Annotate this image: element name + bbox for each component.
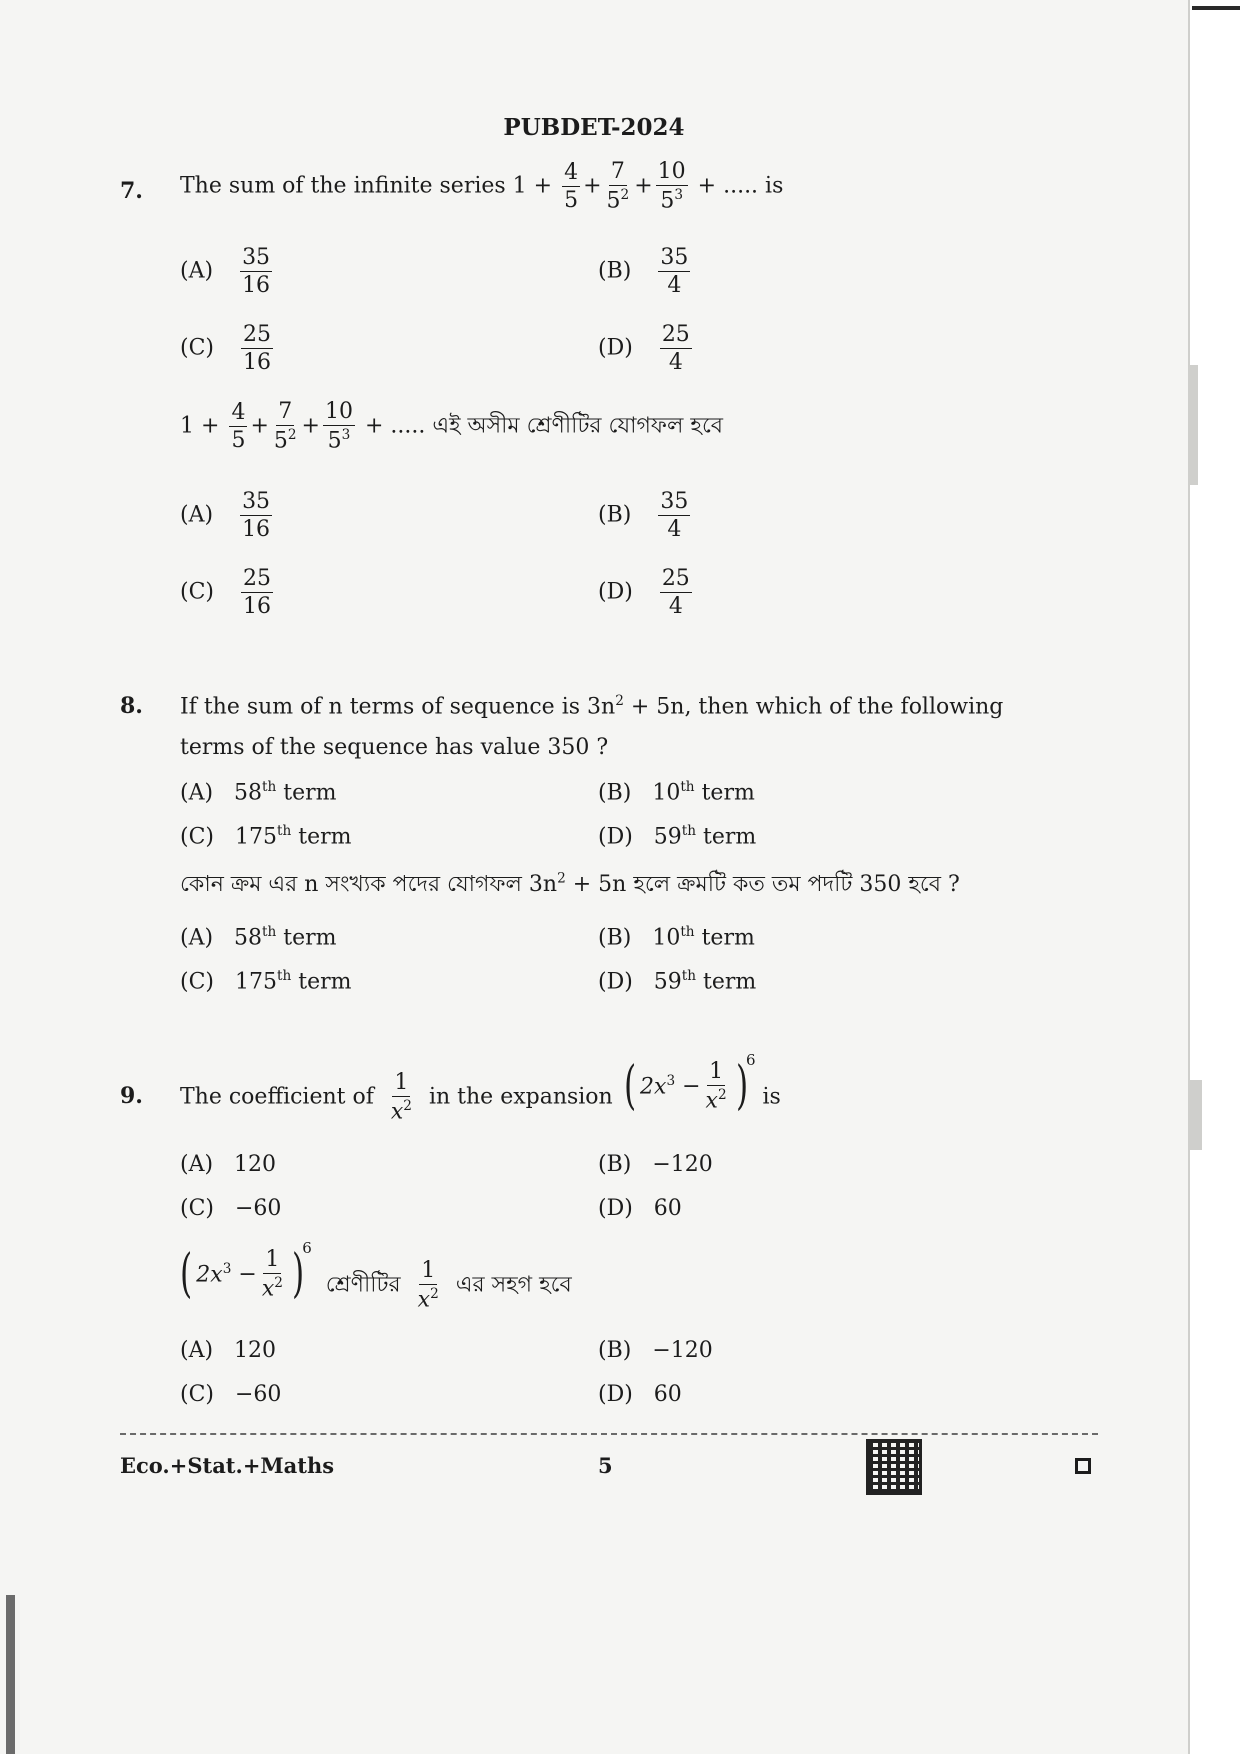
- question-7-prefix: The sum of the infinite series 1 +: [180, 173, 553, 199]
- question-8-bengali: কোন ক্রম এর n সংখ্যক পদের যোগফল $3n^2 + 5n$ হলে ক্রমটি কত তম পদটি 350 হবে ?: [180, 870, 960, 897]
- scan-edge-shadow: [1188, 365, 1198, 485]
- option-a: (A) 58th term: [180, 779, 337, 806]
- square-icon: [1075, 1458, 1091, 1474]
- question-9-bengali: ( $2x^3$ − $\frac{1}{x^2}$ ) 6 শ্রেণীটির $\frac{1}{x^2}$ এর সহগ হবে: [180, 1239, 572, 1313]
- page-number: 5: [598, 1453, 613, 1478]
- option-c: (C) 175th term: [180, 823, 352, 850]
- option-a-bengali: (A) $\frac{35}{16}$: [180, 489, 271, 543]
- option-a-bengali: (A) 58th term: [180, 924, 337, 951]
- option-b-bengali: (B) 10th term: [598, 924, 755, 951]
- option-c: (C) $\frac{25}{16}$: [180, 322, 271, 376]
- question-7-suffix: + ..... is: [697, 173, 784, 199]
- option-b: (B) 10th term: [598, 779, 755, 806]
- question-number: 7.: [120, 178, 143, 204]
- option-b-bengali: (B) $\frac{35}{4}$: [598, 489, 689, 543]
- option-b-bengali: (B) −120: [598, 1338, 713, 1363]
- question-7-bengali: 1 + $\frac{4}{5}$ + $\frac{7}{5^2}$ + $\frac{10}{5^3}$ + ..... এই অসীম শ্রেণীটির যোগফল হবে: [180, 399, 724, 454]
- option-a: (A) 120: [180, 1152, 277, 1177]
- option-b: (B) $\frac{35}{4}$: [598, 245, 689, 299]
- question-number: 9.: [120, 1083, 143, 1109]
- series-term-3: $\frac{10}{5^3}$: [657, 159, 686, 214]
- scan-edge-shadow: [1188, 1080, 1202, 1150]
- qr-code-icon: [866, 1439, 922, 1495]
- footer-subject: Eco.+Stat.+Maths: [120, 1453, 335, 1478]
- series-term-2: $\frac{7}{5^2}$: [606, 159, 630, 214]
- question-8-line-2: terms of the sequence has value 350 ?: [180, 735, 609, 760]
- option-d-bengali: (D) 59th term: [598, 968, 757, 995]
- option-d: (D) 60: [598, 1196, 682, 1221]
- option-d-bengali: (D) 60: [598, 1382, 682, 1407]
- scan-left-bar: [6, 1595, 15, 1754]
- question-9-text: The coefficient of $\frac{1}{x^2}$ in the expansion ( $2x^3$ − $\frac{1}{x^2}$ ) 6 is: [180, 1051, 781, 1125]
- binomial-expression: ( $2x^3$ − $\frac{1}{x^2}$ ) 6: [623, 1051, 756, 1117]
- option-c-bengali: (C) $\frac{25}{16}$: [180, 566, 271, 620]
- scan-edge-mark: [1192, 6, 1240, 10]
- scanner-margin: [1188, 0, 1240, 1754]
- question-number: 8.: [120, 693, 143, 719]
- question-8-line-1: If the sum of n terms of sequence is $3n^2 + 5n$, then which of the following: [180, 693, 1004, 720]
- footer-divider: [120, 1433, 1098, 1435]
- option-b: (B) −120: [598, 1152, 713, 1177]
- option-d-bengali: (D) $\frac{25}{4}$: [598, 566, 690, 620]
- option-d: (D) $\frac{25}{4}$: [598, 322, 690, 376]
- option-a: (A) $\frac{35}{16}$: [180, 245, 271, 299]
- option-c-bengali: (C) −60: [180, 1382, 282, 1407]
- series-term-1: $\frac{4}{5}$: [564, 159, 579, 213]
- option-a-bengali: (A) 120: [180, 1338, 277, 1363]
- question-7-text: The sum of the infinite series 1 + $\frac{4}{5}$ + $\frac{7}{5^2}$ + $\frac{10}{5^3}$ + ..... is: [180, 159, 784, 214]
- option-c: (C) −60: [180, 1196, 282, 1221]
- page-title: PUBDET-2024: [503, 114, 685, 141]
- option-c-bengali: (C) 175th term: [180, 968, 352, 995]
- option-d: (D) 59th term: [598, 823, 757, 850]
